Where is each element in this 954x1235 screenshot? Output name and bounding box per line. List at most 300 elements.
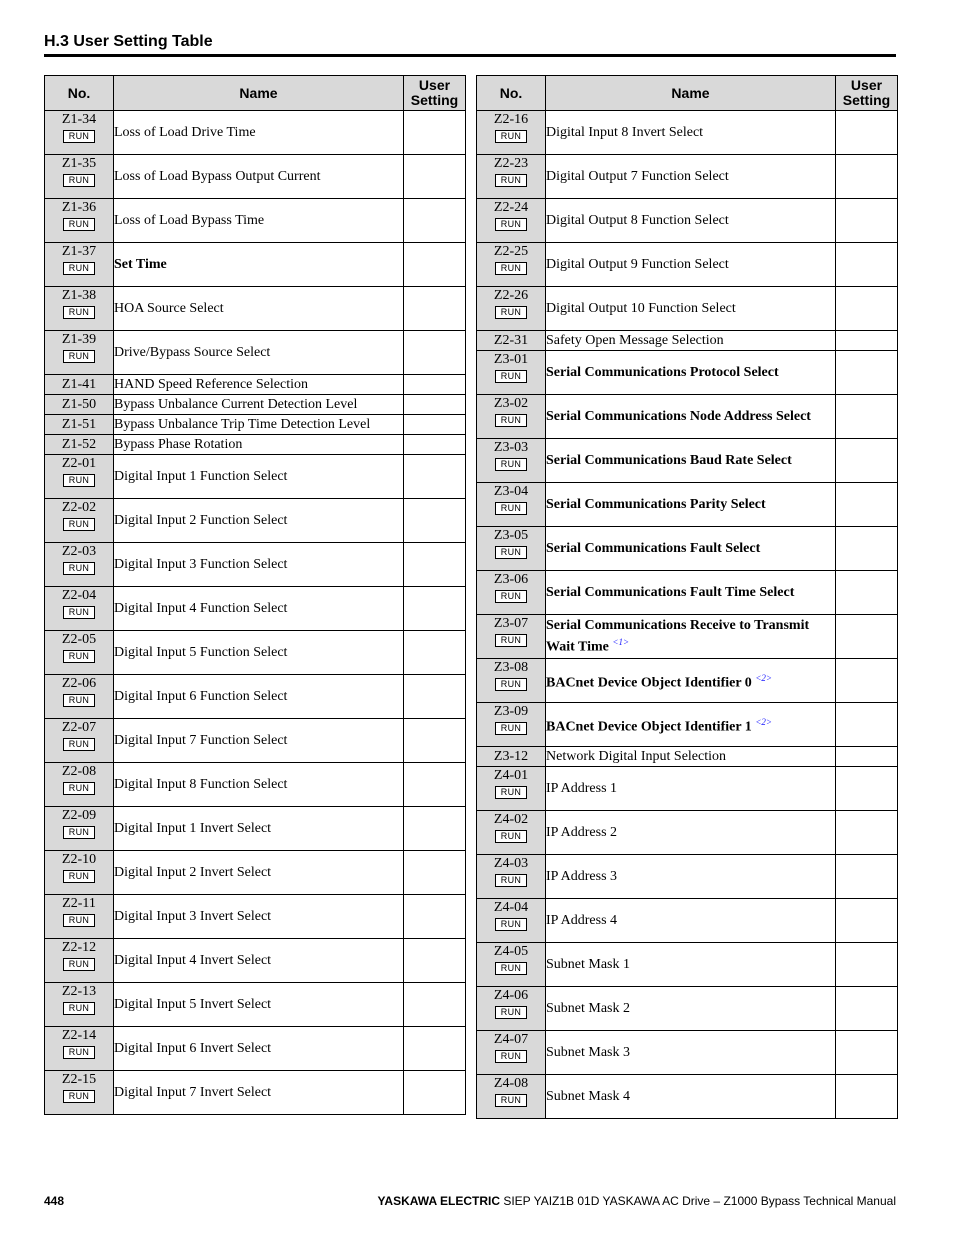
user-setting-cell [404,499,466,543]
parameter-name-cell [114,395,404,415]
parameter-number-cell [45,983,114,1027]
parameter-number: Z2-06 [61,676,97,691]
parameter-number-cell [45,895,114,939]
page-number: 448 [44,1194,65,1208]
parameter-name: IP Address 1 [546,780,618,796]
parameter-number: Z1-41 [61,377,97,392]
user-setting-cell [836,703,898,747]
run-badge: RUN [63,262,95,275]
footnote-link[interactable]: <1> [612,636,630,647]
right-parameter-table [476,75,898,1119]
parameter-number: Z3-03 [493,440,529,455]
run-badge: RUN [495,130,527,143]
parameter-number-cell [477,767,546,811]
user-setting-cell [836,287,898,331]
parameter-number: Z3-08 [493,660,529,675]
parameter-name: Subnet Mask 1 [546,956,630,972]
parameter-number: Z2-07 [61,720,97,735]
user-setting-cell [836,615,898,659]
parameter-number: Z2-01 [61,456,97,471]
parameter-name: BACnet Device Object Identifier 0 [546,675,752,691]
parameter-number-cell [477,111,546,155]
section-title: H.3 User Setting Table [44,33,213,50]
parameter-name-cell [114,1027,404,1071]
parameter-number: Z3-06 [493,572,529,587]
parameter-name-cell [546,111,836,155]
user-setting-cell [404,851,466,895]
parameter-number-cell [45,1027,114,1071]
user-setting-cell [836,1075,898,1119]
run-badge: RUN [63,782,95,795]
header-no: No. [477,76,546,111]
parameter-number: Z2-11 [62,896,96,911]
parameter-name-cell [114,675,404,719]
user-setting-cell [836,747,898,767]
parameter-name: BACnet Device Object Identifier 1 [546,719,752,735]
parameter-name: Digital Input 8 Invert Select [546,124,704,140]
parameter-name-cell [546,243,836,287]
parameter-number-cell [45,243,114,287]
table-row [477,899,898,943]
user-setting-cell [404,895,466,939]
parameter-number: Z2-24 [493,200,529,215]
footnote-link[interactable]: <2> [755,716,772,727]
parameter-number-cell [477,571,546,615]
parameter-number: Z4-08 [493,1076,529,1091]
run-badge: RUN [495,546,527,559]
parameter-number-cell [477,1075,546,1119]
run-badge: RUN [63,350,95,363]
parameter-number-cell [45,851,114,895]
parameter-number: Z2-26 [493,288,529,303]
user-setting-cell [836,659,898,703]
table-row [477,855,898,899]
run-badge: RUN [495,722,527,735]
user-setting-cell [404,331,466,375]
parameter-name: Safety Open Message Selection [546,332,724,348]
parameter-number: Z2-23 [493,156,529,171]
run-badge: RUN [63,606,95,619]
parameter-name-cell [546,1031,836,1075]
parameter-name-cell [114,631,404,675]
table-row [477,287,898,331]
run-badge: RUN [63,306,95,319]
table-row [477,439,898,483]
run-badge: RUN [495,458,527,471]
parameter-name-cell [546,855,836,899]
parameter-name-cell [114,415,404,435]
run-badge: RUN [495,962,527,975]
table-row [477,483,898,527]
run-badge: RUN [63,738,95,751]
parameter-name-cell [546,199,836,243]
user-setting-cell [404,763,466,807]
parameter-number-cell [45,111,114,155]
run-badge: RUN [63,1002,95,1015]
parameter-name: Bypass Phase Rotation [114,436,243,452]
run-badge: RUN [495,918,527,931]
parameter-number-cell [477,811,546,855]
parameter-name-cell [114,499,404,543]
parameter-name: Bypass Unbalance Trip Time Detection Level [114,416,371,432]
user-setting-cell [836,243,898,287]
table-row [477,767,898,811]
parameter-number: Z1-50 [61,397,97,412]
user-setting-cell [836,351,898,395]
parameter-number: Z2-03 [61,544,97,559]
parameter-number: Z4-05 [493,944,529,959]
user-setting-cell [404,719,466,763]
parameter-name: Digital Input 7 Invert Select [114,1084,272,1100]
parameter-name: Serial Communications Protocol Select [546,364,779,380]
parameter-number: Z1-36 [61,200,97,215]
user-setting-cell [404,631,466,675]
table-row [477,351,898,395]
parameter-name: Digital Input 6 Function Select [114,688,288,704]
table-row [45,719,466,763]
parameter-name-cell [114,851,404,895]
parameter-name: Subnet Mask 3 [546,1044,630,1060]
parameter-name-cell [546,439,836,483]
parameter-name-cell [546,331,836,351]
parameter-number-cell [477,243,546,287]
parameter-name-cell [114,455,404,499]
parameter-name-cell [114,435,404,455]
user-setting-cell [836,571,898,615]
parameter-number: Z2-09 [61,808,97,823]
parameter-number-cell [477,395,546,439]
parameter-number-cell [45,395,114,415]
parameter-number: Z4-02 [493,812,529,827]
user-setting-cell [404,243,466,287]
run-badge: RUN [495,1006,527,1019]
table-row [45,415,466,435]
parameter-number: Z2-14 [61,1028,97,1043]
parameter-name-cell [546,747,836,767]
table-row [477,1075,898,1119]
parameter-name: Digital Input 2 Function Select [114,512,288,528]
user-setting-cell [836,395,898,439]
parameter-number: Z4-01 [493,768,529,783]
parameter-name: Digital Input 1 Invert Select [114,820,272,836]
parameter-number-cell [45,719,114,763]
parameter-name-cell [546,615,836,659]
parameter-number: Z3-09 [493,704,529,719]
parameter-name: Digital Input 5 Function Select [114,644,288,660]
parameter-number-cell [477,899,546,943]
parameter-name: HAND Speed Reference Selection [114,376,308,392]
header-user-setting: User Setting [836,76,898,111]
table-row [477,987,898,1031]
table-row [477,243,898,287]
parameter-name-cell [546,527,836,571]
parameter-name-cell [114,287,404,331]
table-row [45,807,466,851]
table-row [45,675,466,719]
parameter-name: Drive/Bypass Source Select [114,344,271,360]
header-name: Name [546,76,836,111]
table-row [45,199,466,243]
parameter-number: Z3-12 [493,749,529,764]
parameter-number: Z2-31 [493,333,529,348]
user-setting-cell [836,439,898,483]
parameter-number-cell [45,807,114,851]
parameter-name-cell [114,1071,404,1115]
parameter-name-cell [546,987,836,1031]
parameter-name-cell [114,111,404,155]
table-row [45,111,466,155]
parameter-number-cell [45,1071,114,1115]
parameter-number-cell [477,439,546,483]
parameter-name-cell [114,983,404,1027]
parameter-name-cell [114,375,404,395]
table-row [477,571,898,615]
parameter-name-cell [114,807,404,851]
parameter-number-cell [477,659,546,703]
table-row [477,199,898,243]
run-badge: RUN [495,874,527,887]
parameter-name: Loss of Load Bypass Output Current [114,168,321,184]
parameter-name: Serial Communications Parity Select [546,496,766,512]
parameter-number: Z4-04 [493,900,529,915]
table-row [45,435,466,455]
parameter-name: Serial Communications Node Address Select [546,408,811,424]
parameter-number: Z2-05 [61,632,97,647]
user-setting-cell [836,943,898,987]
table-row [45,851,466,895]
table-row [45,1071,466,1115]
parameter-number-cell [477,155,546,199]
user-setting-cell [836,811,898,855]
parameter-name-cell [114,895,404,939]
parameter-number: Z2-13 [61,984,97,999]
header-no: No. [45,76,114,111]
parameter-number: Z1-51 [61,417,97,432]
parameter-name: HOA Source Select [114,300,224,316]
run-badge: RUN [63,218,95,231]
run-badge: RUN [495,370,527,383]
run-badge: RUN [495,218,527,231]
parameter-name-cell [114,155,404,199]
table-row [477,111,898,155]
run-badge: RUN [63,1090,95,1103]
header-user-setting: User Setting [404,76,466,111]
parameter-number-cell [45,415,114,435]
parameter-number-cell [477,747,546,767]
user-setting-cell [836,331,898,351]
parameter-name: IP Address 4 [546,912,618,928]
parameter-number-cell [45,331,114,375]
parameter-name: Serial Communications Receive to Transmit Wait Time [546,617,810,655]
parameter-name-cell [546,571,836,615]
user-setting-cell [836,199,898,243]
table-row [477,395,898,439]
parameter-number-cell [45,763,114,807]
user-setting-cell [836,987,898,1031]
parameter-name-cell [546,899,836,943]
table-row [45,543,466,587]
table-row [45,395,466,415]
parameter-name: Digital Input 7 Function Select [114,732,288,748]
parameter-number-cell [45,155,114,199]
parameter-number-cell [477,943,546,987]
table-row [477,943,898,987]
run-badge: RUN [63,562,95,575]
parameter-name-cell [546,943,836,987]
run-badge: RUN [63,174,95,187]
parameter-name-cell [114,243,404,287]
user-setting-cell [404,287,466,331]
parameter-name: Serial Communications Fault Time Select [546,584,795,600]
run-badge: RUN [495,262,527,275]
parameter-number-cell [477,351,546,395]
user-setting-cell [404,455,466,499]
parameter-number-cell [477,1031,546,1075]
parameter-name-cell [546,155,836,199]
parameter-number: Z3-07 [493,616,529,631]
parameter-name: Digital Input 2 Invert Select [114,864,272,880]
user-setting-cell [836,899,898,943]
parameter-name-cell [546,767,836,811]
user-setting-cell [404,543,466,587]
table-row [477,527,898,571]
user-setting-cell [404,435,466,455]
run-badge: RUN [495,414,527,427]
run-badge: RUN [63,914,95,927]
parameter-number: Z2-02 [61,500,97,515]
parameter-number-cell [477,331,546,351]
user-setting-cell [404,375,466,395]
run-badge: RUN [495,1050,527,1063]
parameter-name: Loss of Load Bypass Time [114,212,265,228]
user-setting-cell [836,483,898,527]
user-setting-cell [404,199,466,243]
table-row [45,375,466,395]
parameter-number: Z2-25 [493,244,529,259]
parameter-name: Digital Output 10 Function Select [546,300,736,316]
user-setting-cell [404,155,466,199]
table-row [45,243,466,287]
table-row [477,659,898,703]
parameter-name: Serial Communications Fault Select [546,540,761,556]
parameter-number-cell [45,455,114,499]
run-badge: RUN [495,590,527,603]
parameter-name: Bypass Unbalance Current Detection Level [114,396,358,412]
parameter-name: Digital Input 6 Invert Select [114,1040,272,1056]
table-row [45,939,466,983]
parameter-name: Digital Input 5 Invert Select [114,996,272,1012]
parameter-number: Z1-52 [61,437,97,452]
parameter-number-cell [477,199,546,243]
parameter-number-cell [45,543,114,587]
parameter-number-cell [477,855,546,899]
parameter-number: Z1-35 [61,156,97,171]
table-row [477,615,898,659]
parameter-name: Digital Input 4 Function Select [114,600,288,616]
run-badge: RUN [495,1094,527,1107]
user-setting-cell [836,1031,898,1075]
user-setting-cell [404,939,466,983]
parameter-name: Digital Input 8 Function Select [114,776,288,792]
user-setting-cell [404,415,466,435]
table-row [45,331,466,375]
parameter-number-cell [45,499,114,543]
user-setting-cell [836,855,898,899]
parameter-number: Z3-05 [493,528,529,543]
user-setting-cell [404,1027,466,1071]
parameter-number-cell [45,435,114,455]
parameter-number: Z3-01 [493,352,529,367]
parameter-number-cell [477,615,546,659]
table-row [45,499,466,543]
parameter-name: Digital Input 3 Function Select [114,556,288,572]
parameter-number: Z3-04 [493,484,529,499]
parameter-name: Digital Input 1 Function Select [114,468,288,484]
run-badge: RUN [63,474,95,487]
parameter-name: Network Digital Input Selection [546,748,727,764]
user-setting-cell [404,1071,466,1115]
run-badge: RUN [63,826,95,839]
footnote-link[interactable]: <2> [755,672,772,683]
parameter-name-cell [546,483,836,527]
run-badge: RUN [63,650,95,663]
parameter-number: Z2-12 [61,940,97,955]
parameter-name: Loss of Load Drive Time [114,124,256,140]
parameter-number-cell [477,483,546,527]
user-setting-cell [404,983,466,1027]
parameter-number-cell [45,675,114,719]
parameter-number: Z2-08 [61,764,97,779]
table-row [45,287,466,331]
parameter-name-cell [546,351,836,395]
parameter-number: Z4-03 [493,856,529,871]
parameter-number: Z1-34 [61,112,97,127]
parameter-name: Digital Output 8 Function Select [546,212,729,228]
user-setting-cell [836,527,898,571]
parameter-number: Z3-02 [493,396,529,411]
table-row [45,1027,466,1071]
parameter-name-cell [546,287,836,331]
run-badge: RUN [63,870,95,883]
table-row [45,895,466,939]
manual-footer [378,1194,896,1208]
parameter-name-cell [546,703,836,747]
parameter-number: Z1-38 [61,288,97,303]
parameter-name: Set Time [114,256,167,272]
table-row [477,155,898,199]
parameter-name-cell [114,587,404,631]
table-row [45,983,466,1027]
parameter-number-cell [477,287,546,331]
parameter-name-cell [114,939,404,983]
run-badge: RUN [63,1046,95,1059]
parameter-number: Z2-10 [61,852,97,867]
parameter-name: IP Address 3 [546,868,618,884]
run-badge: RUN [495,634,527,647]
table-row [45,587,466,631]
run-badge: RUN [63,958,95,971]
table-row [45,455,466,499]
parameter-number: Z2-16 [493,112,529,127]
parameter-name-cell [114,763,404,807]
parameter-number: Z4-07 [493,1032,529,1047]
parameter-name: IP Address 2 [546,824,618,840]
parameter-number-cell [477,987,546,1031]
parameter-name-cell [114,199,404,243]
parameter-name-cell [546,811,836,855]
parameter-number-cell [477,527,546,571]
user-setting-cell [836,155,898,199]
